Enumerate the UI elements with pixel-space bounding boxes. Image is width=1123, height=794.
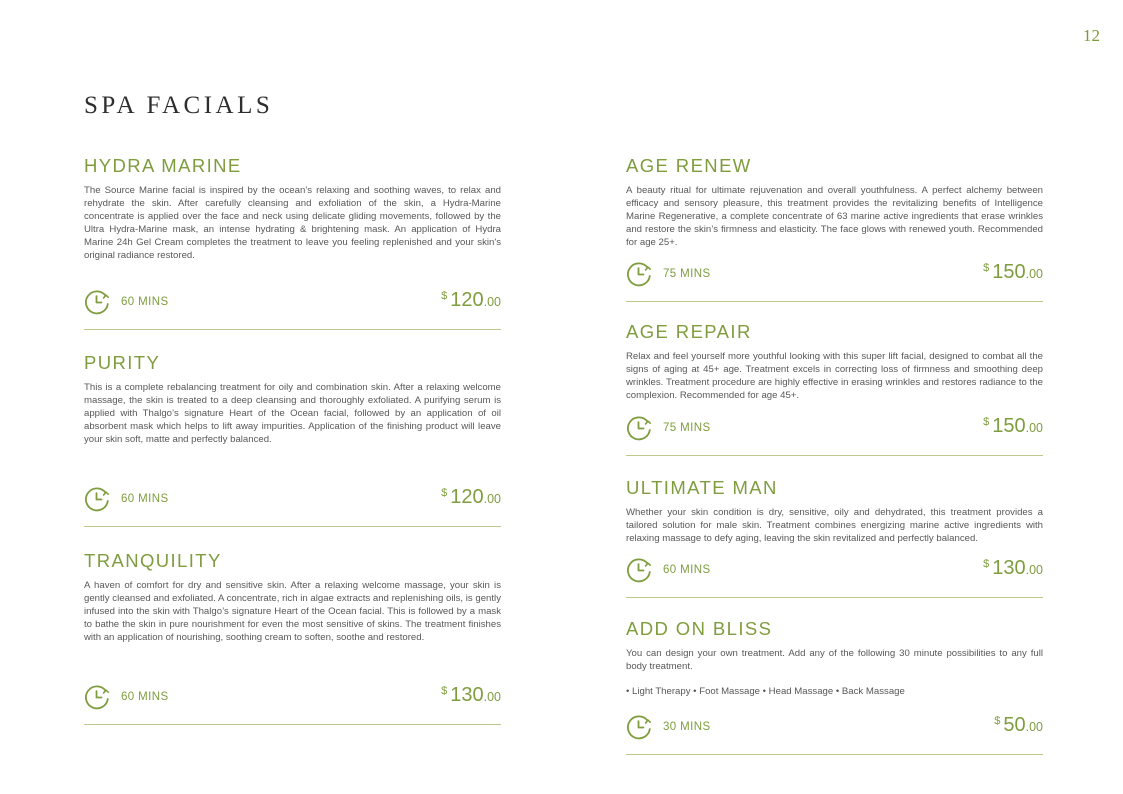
treatment-description: You can design your own treatment. Add any of the following 30 minute possibilities to any full body treatment. <box>626 648 1043 672</box>
duration: 75 MINS <box>663 268 711 280</box>
price-amount: 150 <box>992 261 1026 283</box>
price-amount: 130 <box>992 557 1026 579</box>
clock-icon <box>84 486 110 512</box>
treatment-meta <box>626 261 1043 302</box>
price-cents: .00 <box>483 690 501 704</box>
treatment-meta <box>626 714 1043 755</box>
treatment-meta <box>626 415 1043 456</box>
price <box>983 261 1043 284</box>
treatment-title: ULTIMATE MAN <box>626 477 778 498</box>
treatment-tranquility <box>84 550 501 706</box>
price-cents: .00 <box>1025 563 1043 577</box>
duration: 60 MINS <box>121 691 169 703</box>
price-cents: .00 <box>483 295 501 309</box>
price-currency: $ <box>983 558 990 570</box>
duration: 60 MINS <box>121 296 169 308</box>
price-cents: .00 <box>1025 421 1043 435</box>
treatment-meta <box>84 684 501 725</box>
treatment-meta <box>84 486 501 527</box>
price <box>441 684 501 707</box>
price-amount: 120 <box>450 289 484 311</box>
price-currency: $ <box>983 262 990 274</box>
price-cents: .00 <box>483 492 501 506</box>
price-currency: $ <box>441 290 448 302</box>
treatment-description: Relax and feel yourself more youthful looking with this super lift facial, designed to combat all the signs of aging at 45+ age. Treatment excels in correcting loss of firmness and smoothing deep wrinkles. Treatment procedure are highly effective in erasing wrinkles and restores radiance to the complexion. Recommended for age 45+. <box>626 351 1043 401</box>
clock-icon <box>626 415 652 441</box>
price <box>983 557 1043 580</box>
clock-icon <box>84 684 110 710</box>
page-title: SPA FACIALS <box>84 92 274 119</box>
treatment-title: AGE RENEW <box>626 155 752 176</box>
page-number: 12 <box>1083 26 1100 45</box>
price-currency: $ <box>441 685 448 697</box>
treatment-title: TRANQUILITY <box>84 550 222 571</box>
duration: 60 MINS <box>663 564 711 576</box>
treatment-title: HYDRA MARINE <box>84 155 242 176</box>
price-amount: 130 <box>450 684 484 706</box>
treatment-age-repair <box>626 321 1043 437</box>
price-currency: $ <box>994 715 1001 727</box>
treatment-title: AGE REPAIR <box>626 321 752 342</box>
treatment-description: A haven of comfort for dry and sensitive skin. After a relaxing welcome massage, your skin is gently cleansed and exfoliated. A concentrate, rich in algae extracts and replenishing oils, is gently infused into the skin with Thalgo’s signature Heart of the Ocean facial. This is followed by a mask to bathe the skin in pure nourishment for even the most sensitive of skins. The treatment finishes with an application of nourishing, soothing cream to soften, soothe and restored. <box>84 580 501 643</box>
duration: 30 MINS <box>663 721 711 733</box>
price <box>994 714 1043 737</box>
price-cents: .00 <box>1025 267 1043 281</box>
treatment-description: Whether your skin condition is dry, sensitive, oily and dehydrated, this treatment provides a tailored solution for male skin. Treatment combines energizing marine active ingredients with relaxing massage to defy aging, leaving the skin revitalized and perfectly balanced. <box>626 507 1043 544</box>
treatment-title: PURITY <box>84 352 161 373</box>
clock-icon <box>626 714 652 740</box>
clock-icon <box>84 289 110 315</box>
add-on-options: • Light Therapy • Foot Massage • Head Massage • Back Massage <box>626 685 905 697</box>
treatment-ultimate-man <box>626 477 1043 579</box>
treatment-meta <box>84 289 501 330</box>
treatment-hydra-marine <box>84 155 501 311</box>
treatment-description: This is a complete rebalancing treatment for oily and combination skin. After a relaxing welcome massage, the skin is treated to a deep cleansing and thoroughly exfoliated. A purifying serum is applied with Thalgo’s signature Heart of the Ocean facial, followed by an application of oil absorbent mask which helps to lift away impurities. Application of the finishing product will leave your skin soft, matte and perfectly balanced. <box>84 382 501 445</box>
duration: 75 MINS <box>663 422 711 434</box>
duration: 60 MINS <box>121 493 169 505</box>
price <box>441 486 501 509</box>
price <box>983 415 1043 438</box>
price-amount: 150 <box>992 415 1026 437</box>
clock-icon <box>626 261 652 287</box>
treatment-add-on-bliss <box>626 618 1043 736</box>
treatment-description: The Source Marine facial is inspired by the ocean’s relaxing and soothing waves, to relax and rehydrate the skin. After carefully cleansing and exfoliation of the skin, a Hydra-Marine concentrate is applied over the face and neck using delicate gliding movements, followed by the Ultra Hydra-Marine mask, an intense hydrating & brightening mask. An application of Hydra Marine 24h Gel Cream completes the treatment to leave you feeling replenished and your skin's original radiance restored. <box>84 185 501 261</box>
treatment-meta <box>626 557 1043 598</box>
price-amount: 50 <box>1003 714 1026 736</box>
treatment-description: A beauty ritual for ultimate rejuvenation and overall youthfulness. A perfect alchemy between efficacy and sensory pleasure, this treatment provides the revitalizing benefits of Intelligence Marine Regenerative, a complete concentrate of 63 marine active ingredients that erase wrinkles and restore the skin’s firmness and elasticity. The face glows with renewed youth. Recommended for age 25+. <box>626 185 1043 248</box>
price-currency: $ <box>983 416 990 428</box>
treatment-purity <box>84 352 501 508</box>
clock-icon <box>626 557 652 583</box>
price-currency: $ <box>441 487 448 499</box>
price-amount: 120 <box>450 486 484 508</box>
price-cents: .00 <box>1025 720 1043 734</box>
treatment-title: ADD ON BLISS <box>626 618 773 639</box>
treatment-age-renew <box>626 155 1043 283</box>
price <box>441 289 501 312</box>
